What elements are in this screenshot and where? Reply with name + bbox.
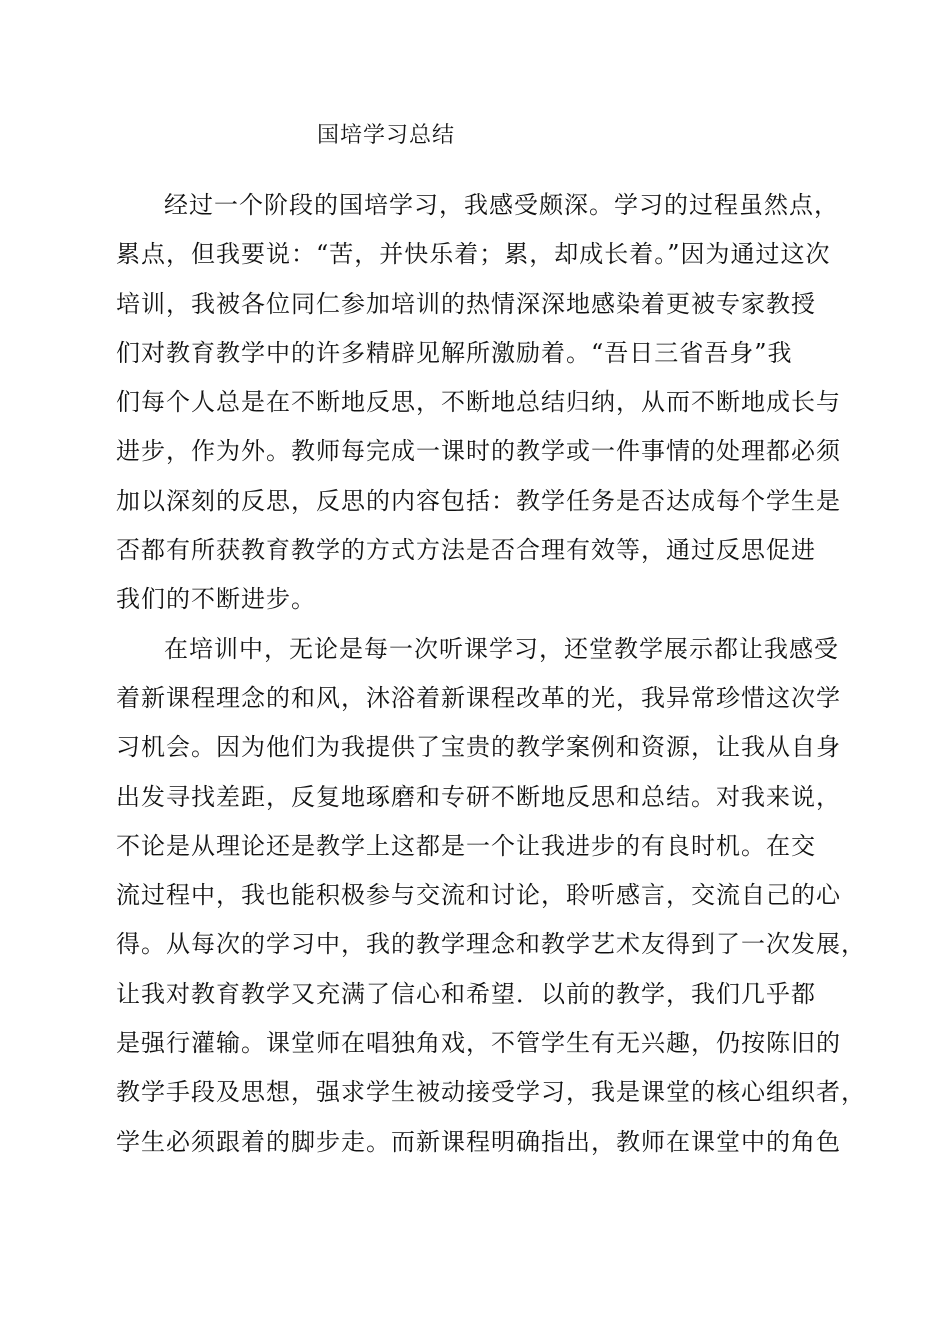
document-body	[116, 181, 866, 1167]
paragraph-line: 进步，作为外。教师每完成一课时的教学或一件事情的处理都必须	[116, 437, 841, 466]
paragraph-line: 得。从每次的学习中，我的教学理念和教学艺术友得到了一次发展，	[116, 930, 866, 959]
paragraph-line: 出发寻找差距，反复地琢磨和专研不断地反思和总结。对我来说，	[116, 782, 841, 811]
paragraph-line: 们每个人总是在不断地反思，不断地总结归纳，从而不断地成长与	[116, 388, 841, 417]
paragraph-line: 累点，但我要说：“苦，并快乐着；累，却成长着。”因为通过这次	[116, 240, 831, 269]
document-title: 国培学习总结	[317, 123, 456, 148]
paragraph-line: 们对教育教学中的许多精辟见解所激励着。“吾日三省吾身”我	[116, 338, 793, 367]
paragraph-line: 习机会。因为他们为我提供了宝贵的教学案例和资源，让我从自身	[116, 733, 841, 762]
paragraph-line: 在培训中，无论是每一次听课学习，还堂教学展示都让我感受	[164, 634, 839, 663]
paragraph-line: 经过一个阶段的国培学习，我感受颇深。学习的过程虽然点，	[164, 191, 839, 219]
paragraph-line: 学生必须跟着的脚步走。而新课程明确指出，教师在课堂中的角色	[116, 1127, 841, 1156]
paragraph-line: 教学手段及思想，强求学生被动接受学习，我是课堂的核心组织者，	[116, 1078, 866, 1107]
paragraph-line: 不论是从理论还是教学上这都是一个让我进步的有良时机。在交	[116, 831, 816, 860]
paragraph-line: 着新课程理念的和风，沐浴着新课程改革的光，我异常珍惜这次学	[116, 683, 841, 712]
paragraph-line: 流过程中，我也能积极参与交流和讨论，聆听感言，交流自己的心	[116, 881, 841, 910]
paragraph-line: 我们的不断进步。	[116, 585, 316, 614]
paragraph-line: 培训，我被各位同仁参加培训的热情深深地感染着更被专家教授	[116, 289, 816, 318]
paragraph-line: 是强行灌输。课堂师在唱独角戏，不管学生有无兴趣，仍按陈旧的	[116, 1029, 841, 1058]
paragraph-line: 否都有所获教育教学的方式方法是否合理有效等，通过反思促进	[116, 536, 816, 565]
paragraph-line: 加以深刻的反思，反思的内容包括：教学任务是否达成每个学生是	[116, 486, 841, 515]
paragraph-line: 让我对教育教学又充满了信心和希望．以前的教学，我们几乎都	[116, 979, 816, 1008]
